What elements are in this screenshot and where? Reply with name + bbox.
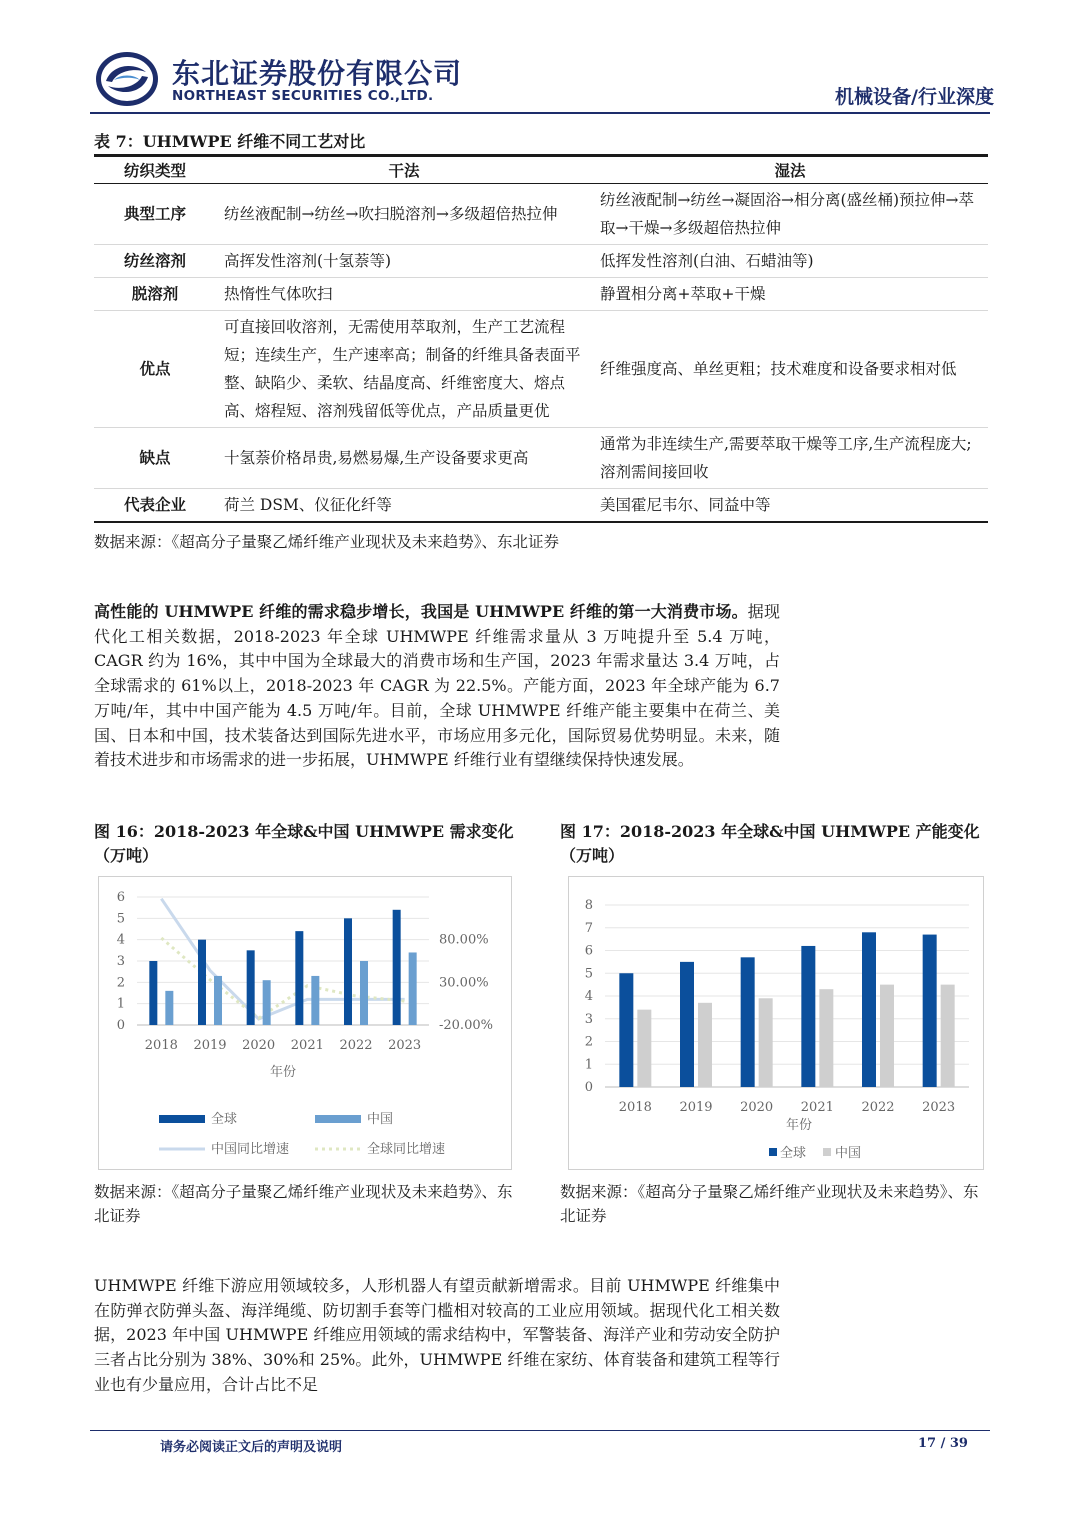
dry-process-cell: 十氢萘价格昂贵,易燃易爆,生产设备要求更高: [216, 428, 592, 489]
bar-全球-2023: [393, 910, 401, 1025]
application-paragraph: UHMWPE 纤维下游应用领域较多，人形机器人有望贡献新增需求。目前 UHMWPE 纤维集中在防弹衣防弹头盔、海洋绳缆、防切割手套等门槛相对较高的工业应用领域。据现代化工相关数据，2023 年中国 UHMWPE 纤维应用领域的需求结构中，军警装备、海洋产业和劳动安全防护三者占比分别为 38%、30%和 25%。此外，UHMWPE 纤维在家纺、体育装备和建筑工程等行业也有少量应用，合计占比不足: [94, 1276, 780, 1394]
wet-process-cell: 通常为非连续生产,需要萃取干燥等工序,生产流程庞大;溶剂需间接回收: [592, 428, 988, 489]
chart-16-svg: [99, 877, 513, 1171]
bar-中国-2019: [698, 1003, 712, 1087]
bar-全球-2021: [295, 931, 303, 1025]
x-tick-label: 2018: [144, 1038, 178, 1053]
y-tick-label: 3: [116, 954, 125, 969]
x-tick-label: 2021: [800, 1100, 834, 1115]
table-row: [94, 245, 988, 278]
x-tick-label: 2018: [618, 1100, 652, 1115]
table-row: [94, 311, 988, 428]
y-tick-label: 0: [584, 1080, 593, 1095]
bar-中国-2020: [263, 980, 271, 1025]
figure-17-source: 数据来源：《超高分子量聚乙烯纤维产业现状及未来趋势》、东北证券: [560, 1183, 979, 1225]
y-tick-label: 4: [116, 932, 125, 948]
legend-swatch: [315, 1115, 361, 1123]
x-tick-label: 2020: [740, 1100, 774, 1115]
wet-process-cell: 美国霍尼韦尔、同益中等: [592, 489, 988, 523]
wet-process-cell: 纤维强度高、单丝更粗；技术难度和设备要求相对低: [592, 311, 988, 428]
wet-process-cell: 纺丝液配制→纺丝→凝固浴→相分离(盛丝桶)预拉伸→萃取→干燥→多级超倍热拉伸: [592, 184, 988, 245]
bar-全球-2020: [247, 950, 255, 1025]
row-label: 优点: [94, 311, 216, 428]
x-axis-label: 年份: [785, 1118, 813, 1133]
legend-swatch: [823, 1148, 831, 1156]
y-tick-label: 2: [116, 975, 125, 991]
y-tick-label: 8: [584, 898, 593, 913]
bar-中国-2022: [880, 985, 894, 1087]
legend-swatch: [159, 1115, 205, 1123]
process-comparison-table: [94, 154, 988, 523]
bar-全球-2019: [198, 940, 206, 1025]
bar-中国-2020: [759, 998, 773, 1087]
y-tick-label: 0: [116, 1018, 125, 1033]
disclaimer-note: 请务必阅读正文后的声明及说明: [160, 1440, 343, 1455]
row-label: 脱溶剂: [94, 278, 216, 311]
table-7-source: 数据来源：《超高分子量聚乙烯纤维产业现状及未来趋势》、东北证券: [94, 533, 560, 551]
bar-全球-2022: [862, 932, 876, 1087]
page-header: [0, 0, 1080, 115]
section-tag: 机械设备/行业深度: [835, 86, 994, 108]
bar-全球-2021: [801, 946, 815, 1087]
figure-16-source: 数据来源：《超高分子量聚乙烯纤维产业现状及未来趋势》、东北证券: [94, 1183, 513, 1225]
dry-process-cell: 纺丝液配制→纺丝→吹扫脱溶剂→多级超倍热拉伸: [216, 184, 592, 245]
y2-tick-label: -20.00%: [439, 1018, 493, 1033]
dry-process-cell: 高挥发性溶剂(十氢萘等): [216, 245, 592, 278]
dry-process-cell: 热惰性气体吹扫: [216, 278, 592, 311]
x-tick-label: 2022: [861, 1100, 895, 1115]
header-divider: [90, 112, 990, 114]
bar-全球-2023: [923, 935, 937, 1087]
dry-process-cell: 荷兰 DSM、仪征化纤等: [216, 489, 592, 523]
y-tick-label: 6: [584, 943, 593, 959]
y-tick-label: 6: [116, 890, 125, 905]
bar-中国-2018: [165, 991, 173, 1025]
x-tick-label: 2022: [339, 1038, 373, 1053]
y-tick-label: 3: [584, 1011, 593, 1027]
legend-label: 全球: [211, 1112, 238, 1127]
wet-process-cell: 静置相分离+萃取+干燥: [592, 278, 988, 311]
legend-label: 全球同比增速: [367, 1142, 446, 1157]
wet-process-cell: 低挥发性溶剂(白油、石蜡油等): [592, 245, 988, 278]
x-tick-label: 2021: [290, 1038, 324, 1053]
table-row: [94, 428, 988, 489]
y-tick-label: 5: [116, 911, 125, 927]
dry-process-cell: 可直接回收溶剂，无需使用萃取剂，生产工艺流程短；连续生产，生产速率高；制备的纤维具备表面平整、缺陷少、柔软、结晶度高、纤维密度大、熔点高、熔程短、溶剂残留低等优点，产品质量更优: [216, 311, 592, 428]
y-tick-label: 4: [584, 989, 593, 1004]
bar-全球-2018: [149, 961, 157, 1025]
bar-中国-2019: [214, 976, 222, 1025]
bar-中国-2023: [941, 985, 955, 1087]
x-tick-label: 2019: [679, 1100, 713, 1115]
bar-全球-2018: [619, 973, 633, 1087]
y2-tick-label: 30.00%: [439, 975, 489, 991]
legend-label: 中国同比增速: [211, 1142, 290, 1157]
figure-17-title: 图 17：2018-2023 年全球&中国 UHMWPE 产能变化（万吨）: [560, 822, 980, 865]
x-axis-label: 年份: [269, 1065, 297, 1080]
page-number: 17 / 39: [918, 1436, 968, 1451]
legend-label: 中国: [367, 1112, 394, 1127]
bar-中国-2021: [311, 976, 319, 1025]
table-header-row: [94, 156, 988, 184]
table-row: [94, 489, 988, 523]
bar-中国-2018: [637, 1010, 651, 1087]
table-row: [94, 278, 988, 311]
bar-全球-2019: [680, 962, 694, 1087]
company-name-cn: 东北证券股份有限公司: [172, 57, 463, 90]
y-tick-label: 2: [584, 1034, 593, 1050]
y-tick-label: 7: [584, 920, 593, 936]
legend-label: 中国: [835, 1146, 862, 1161]
legend-swatch: [769, 1148, 777, 1156]
figure-16-title: 图 16：2018-2023 年全球&中国 UHMWPE 需求变化（万吨）: [94, 822, 514, 865]
bar-中国-2022: [360, 961, 368, 1025]
company-name-en: NORTHEAST SECURITIES CO.,LTD.: [172, 88, 434, 104]
row-label: 缺点: [94, 428, 216, 489]
northeast-securities-logo-icon: [94, 50, 160, 108]
y-tick-label: 1: [116, 996, 125, 1012]
table-7-title: 表 7：UHMWPE 纤维不同工艺对比: [94, 132, 366, 151]
y-tick-label: 5: [584, 966, 593, 982]
legend-label: 全球: [780, 1146, 807, 1161]
chart-17-svg: [569, 877, 985, 1171]
y2-tick-label: 80.00%: [439, 932, 489, 948]
x-tick-label: 2023: [388, 1038, 422, 1053]
demand-paragraph-body: 据现代化工相关数据，2018-2023 年全球 UHMWPE 纤维需求量从 3 万吨提升至 5.4 万吨， CAGR 约为 16%，其中中国为全球最大的消费市场和生产国，2023 年需求量达 3.4 万吨，占全球需求的 61%以上，2018-2023 年 CAGR 为 22.5%。产能方面，2023 年全球产能为 6.7 万吨/年，其中中国产能为 4.5 万吨/年。目前，全球 UHMWPE 纤维产能主要集中在荷兰、美国、日本和中国，技术装备达到国际先进水平，市场应用多元化，国际贸易优势明显。未来，随着技术进步和市场需求的进一步拓展，UHMWPE 纤维行业有望继续保持快速发展。: [94, 602, 780, 770]
row-label: 代表企业: [94, 489, 216, 523]
bar-全球-2020: [741, 957, 755, 1087]
y-tick-label: 1: [584, 1057, 593, 1073]
figure-17-chart: [568, 876, 984, 1170]
row-label: 典型工序: [94, 184, 216, 245]
table-header-cell: 纺织类型: [94, 156, 216, 184]
bar-全球-2022: [344, 918, 352, 1025]
figure-16-chart: [98, 876, 512, 1170]
demand-paragraph-lead: 高性能的 UHMWPE 纤维的需求稳步增长，我国是 UHMWPE 纤维的第一大消费市场。: [94, 602, 748, 621]
bar-中国-2021: [819, 989, 833, 1087]
demand-paragraph: [94, 600, 780, 773]
bar-中国-2023: [409, 952, 417, 1025]
footer-divider: [90, 1430, 990, 1431]
table-header-cell: 湿法: [592, 156, 988, 184]
table-header-cell: 干法: [216, 156, 592, 184]
row-label: 纺丝溶剂: [94, 245, 216, 278]
x-tick-label: 2020: [242, 1038, 276, 1053]
x-tick-label: 2023: [922, 1100, 956, 1115]
x-tick-label: 2019: [193, 1038, 227, 1053]
table-row: [94, 184, 988, 245]
